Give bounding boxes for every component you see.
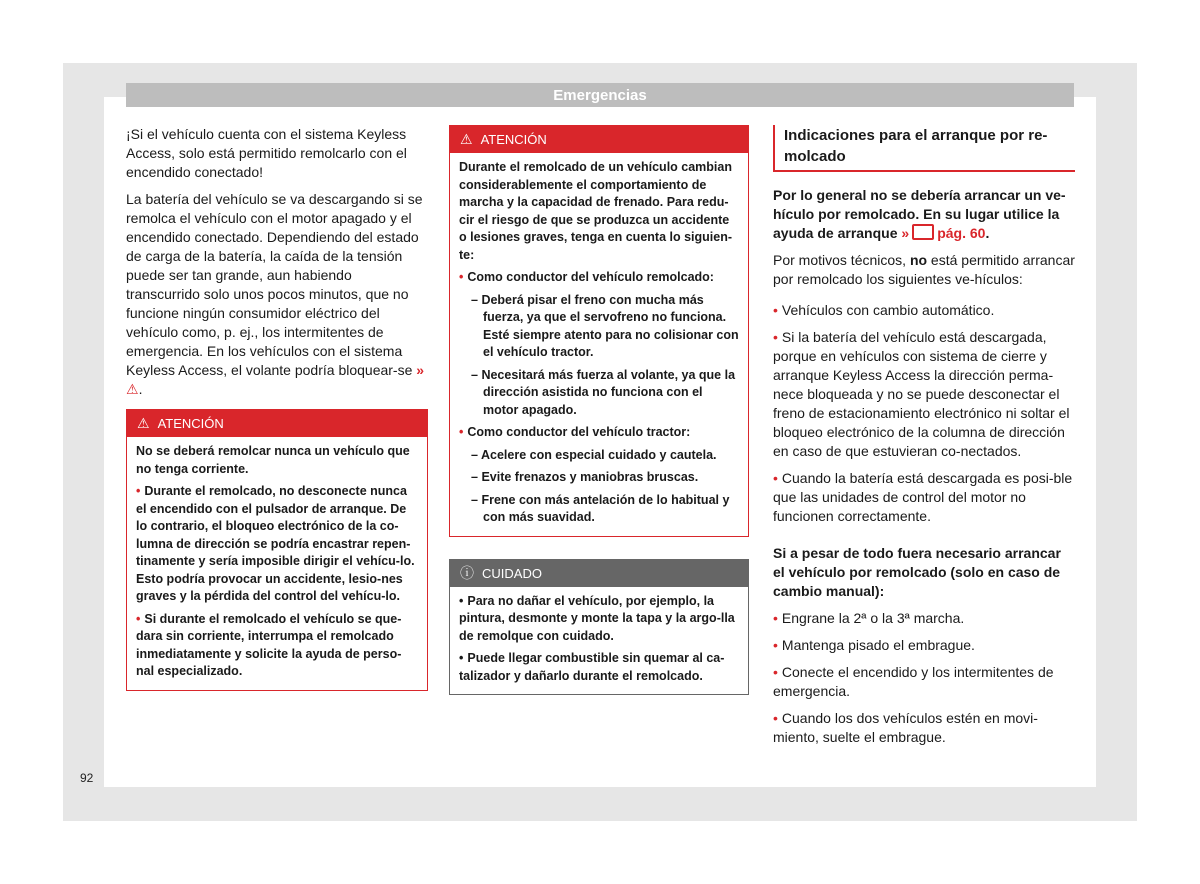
care-box (449, 559, 749, 696)
towed-heading: • Como conductor del vehículo remolcado: (459, 270, 714, 284)
care-body (450, 587, 748, 695)
bullet-icon: • (773, 710, 778, 726)
care-item: • Puede llegar combustible sin quemar al ca-talizador y dañarlo durante el remolcado. (459, 651, 725, 683)
vehicle-item: • Cuando la batería está descargada es posi-ble que las unidades de control del motor no funcionen correctamente. (773, 470, 1073, 524)
page-number: 92 (80, 771, 94, 785)
dash-item: – Frene con más antelación de lo habitual y con más suavidad. (471, 492, 730, 524)
bullet-icon: • (136, 611, 141, 626)
manual-heading: Si a pesar de todo fuera necesario arrancar el vehículo por remolcado (solo en caso de cambio manual): (773, 545, 1061, 599)
bullet-icon: • (773, 637, 778, 653)
lead-paragraph: Por lo general no se debería arrancar un ve-hículo por remolcado. En su lugar utilice la ayuda de arranque » pág. 60. (773, 187, 1066, 241)
battery-paragraph: La batería del vehículo se va descargando si se remolca el vehículo con el motor apagado y el encendido conectado. Dependiendo del estado de carga de la batería, la caída de la tensión puede ser tan grande, aun habiendo transcurrido solo unos pocos minutos, que no funcione ningún consumidor eléctrico del vehículo como, p. ej., los intermitentes de emergencia. En los vehículos con el sistema Keyless Access, el volante podría bloquear-se » ⚠. (126, 191, 425, 397)
column-right (773, 125, 1075, 755)
care-header: ⓘ CUIDADO (450, 560, 748, 587)
tractor-heading: • Como conductor del vehículo tractor: (459, 425, 691, 439)
continue-arrows[interactable]: » (416, 362, 425, 378)
step-item: • Cuando los dos vehículos estén en movi-miento, suelte el embrague. (773, 710, 1038, 745)
keyless-intro: ¡Si el vehículo cuenta con el sistema Keyless Access, solo está permitido remolcarlo con el encendido conectado! (126, 126, 407, 180)
bullet-icon: • (773, 470, 778, 486)
attention-item: • Si durante el remolcado el vehículo se que-dara sin corriente, interrumpa el remolcado inmediatamente y solicite la ayuda de perso-nal especializado. (136, 611, 402, 678)
attention-header: ⚠ ATENCIÓN (127, 410, 427, 437)
column-middle (449, 125, 749, 695)
vehicle-item: • Si la batería del vehículo está descargada, porque en vehículos con sistema de cierre y arranque Keyless Access la dirección perma-nece bloqueada y no se puede desconectar el freno de estacionamiento electrónico ni soltar el bloqueo electrónico de la columna de dirección en caso de que estuvieran co-nectados. (773, 329, 1070, 459)
bullet-icon: • (459, 270, 464, 284)
bullet-icon: • (136, 484, 141, 498)
dash-item: – Deberá pisar el freno con mucha más fuerza, ya que el servofreno no funciona. Esté siempre atento para no colisionar con el vehículo tractor. (471, 292, 739, 359)
care-item: • Para no dañar el vehículo, por ejemplo, la pintura, desmonte y monte la tapa y la argo-lla de remolque con cuidado. (459, 593, 735, 643)
dash-item: – Necesitará más fuerza al volante, ya que la dirección asistida no funciona con el motor apagado. (471, 367, 736, 417)
warning-icon: ⚠ (137, 415, 150, 431)
continue-arrows[interactable]: » (901, 225, 910, 241)
attention-intro: Durante el remolcado de un vehículo cambian considerablemente el comportamiento de marcha y la capacidad de frenado. Para redu-cir el riesgo de que se produzca un accidente o lesiones graves, tenga en cuenta lo siguien-te: (459, 160, 732, 262)
step-item: • Mantenga pisado el embrague. (773, 637, 975, 653)
page-reference-link[interactable]: pág. 60 (937, 225, 986, 241)
column-left (126, 125, 428, 691)
attention-body (450, 153, 748, 536)
attention-box-middle (449, 125, 749, 537)
bullet-icon: • (459, 651, 464, 665)
bullet-icon: • (773, 610, 778, 626)
section-title: Indicaciones para el arranque por re-molcado (773, 125, 1075, 172)
attention-header: ⚠ ATENCIÓN (450, 126, 748, 153)
section-header: Emergencias (126, 83, 1074, 107)
step-item: • Conecte el encendido y los intermitentes de emergencia. (773, 664, 1054, 699)
attention-body (127, 437, 427, 690)
tech-paragraph: Por motivos técnicos, no está permitido arrancar por remolcado los siguientes ve-hículos: (773, 252, 1075, 287)
bullet-icon: • (459, 593, 464, 608)
warning-icon[interactable]: ⚠ (126, 381, 139, 397)
vehicle-item: • Vehículos con cambio automático. (773, 302, 995, 318)
attention-item: • Durante el remolcado, no desconecte nunca el encendido con el pulsador de arranque. De lo contrario, el bloqueo electrónico de la co-lumna de dirección se podría encastrar repen-tinamente y sería imposible dirigir el vehícu-lo. Esto podría provocar un accidente, lesio-nes graves y la pérdida del control del vehícu-lo. (136, 484, 415, 603)
warning-icon: ⚠ (460, 131, 473, 147)
book-icon[interactable] (912, 224, 934, 240)
step-item: • Engrane la 2ª o la 3ª marcha. (773, 610, 965, 626)
attention-box-left (126, 409, 428, 691)
bullet-icon: • (773, 302, 778, 318)
dash-item: – Acelere con especial cuidado y cautela. (471, 447, 717, 462)
dash-item: – Evite frenazos y maniobras bruscas. (471, 470, 699, 484)
info-circle-icon: ⓘ (460, 564, 474, 581)
attention-intro: No se deberá remolcar nunca un vehículo que no tenga corriente. (136, 444, 410, 476)
bullet-icon: • (773, 329, 778, 345)
bullet-icon: • (773, 664, 778, 680)
bullet-icon: • (459, 425, 464, 439)
